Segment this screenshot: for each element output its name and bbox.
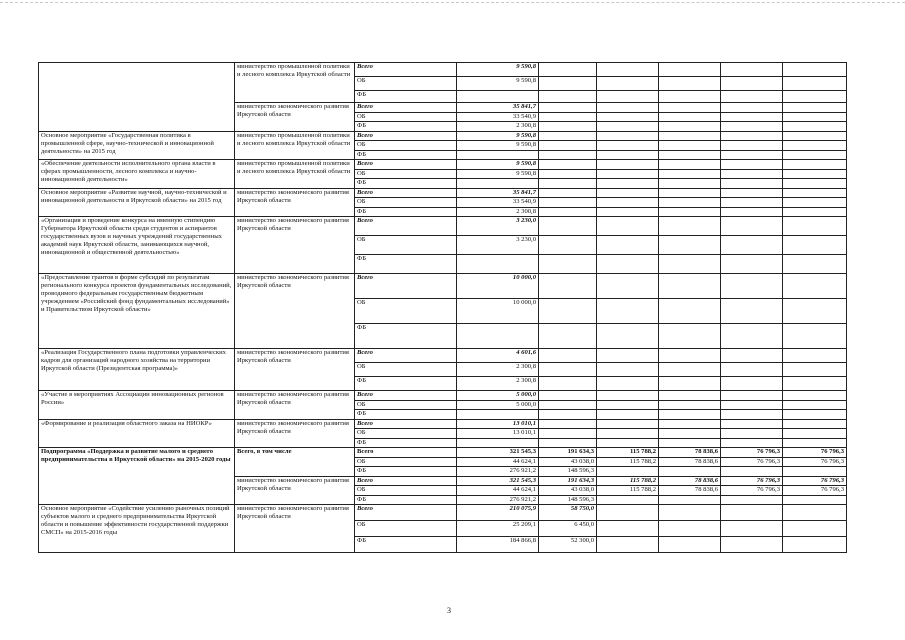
event-cell: Основное мероприятие «Содействие усилению рыночных позиций субъектов малого и среднего предпринимательства Иркутской области и повышение эффективности государственной поддержки СМСП» на 2015-2016 годы bbox=[39, 505, 235, 553]
value-cell: 115 788,2 bbox=[597, 486, 659, 496]
source-label: Всего bbox=[355, 476, 457, 486]
value-cell: 9 590,8 bbox=[457, 160, 539, 170]
value-cell: 33 540,9 bbox=[457, 198, 539, 208]
value-cell: 78 838,6 bbox=[659, 486, 721, 496]
value-cell: 35 841,7 bbox=[457, 103, 539, 113]
value-cell: 191 634,3 bbox=[539, 476, 597, 486]
source-label: ОБ bbox=[355, 486, 457, 496]
source-label: Всего bbox=[355, 448, 457, 458]
value-cell: 78 838,6 bbox=[659, 448, 721, 458]
event-cell: «Участие в мероприятиях Ассоциации инновационных регионов России» bbox=[39, 391, 235, 420]
value-cell: 43 038,0 bbox=[539, 457, 597, 467]
value-cell: 6 450,0 bbox=[539, 521, 597, 537]
table-row bbox=[39, 131, 847, 141]
page-number: 3 bbox=[447, 606, 451, 615]
value-cell: 76 796,3 bbox=[721, 448, 783, 458]
source-label: Всего bbox=[355, 274, 457, 299]
top-dashed-line bbox=[0, 2, 905, 3]
source-label: Всего bbox=[355, 391, 457, 401]
source-label: ФБ bbox=[355, 467, 457, 477]
table-row bbox=[39, 63, 847, 77]
value-cell: 25 209,1 bbox=[457, 521, 539, 537]
value-cell: 33 540,9 bbox=[457, 112, 539, 122]
value-cell: 276 921,2 bbox=[457, 467, 539, 477]
value-cell: 115 788,2 bbox=[597, 476, 659, 486]
value-cell: 9 590,8 bbox=[457, 77, 539, 91]
value-cell: 35 841,7 bbox=[457, 188, 539, 198]
source-label: ФБ bbox=[355, 438, 457, 448]
value-cell: 13 010,1 bbox=[457, 429, 539, 439]
source-label: ОБ bbox=[355, 236, 457, 255]
event-cell: «Реализация Государственного плана подготовки управленческих кадров для организаций народного хозяйства на территории Иркутской области (Президентская программа)» bbox=[39, 349, 235, 391]
event-cell: «Формирование и реализация областного заказа на НИОКР» bbox=[39, 419, 235, 448]
value-cell: 2 300,8 bbox=[457, 363, 539, 377]
source-label: ФБ bbox=[355, 150, 457, 160]
value-cell: 191 634,3 bbox=[539, 448, 597, 458]
source-label: ОБ bbox=[355, 363, 457, 377]
source-label: Всего bbox=[355, 103, 457, 113]
source-label: ОБ bbox=[355, 77, 457, 91]
value-cell: 4 601,6 bbox=[457, 349, 539, 363]
executor-cell: министерство экономического развития Иркутской области bbox=[235, 505, 355, 553]
executor-cell: министерство промышленной политики и лесного комплекса Иркутской области bbox=[235, 63, 355, 103]
event-cell: «Организация и проведение конкурса на именную стипендию Губернатора Иркутской области среди студентов и аспирантов государственных вузов и научных учреждений государственных академий наук Иркутской области, занимающихся научной, инновационной и общественной деятельностью» bbox=[39, 217, 235, 274]
value-cell: 2 300,8 bbox=[457, 377, 539, 391]
source-label: ОБ bbox=[355, 169, 457, 179]
event-cell bbox=[39, 63, 235, 132]
value-cell: 76 796,3 bbox=[783, 476, 847, 486]
value-cell: 76 796,3 bbox=[721, 457, 783, 467]
source-label: Всего bbox=[355, 217, 457, 236]
source-label: ОБ bbox=[355, 457, 457, 467]
source-label: Всего bbox=[355, 63, 457, 77]
table-row bbox=[39, 419, 847, 429]
value-cell: 9 590,8 bbox=[457, 141, 539, 151]
table-row bbox=[39, 160, 847, 170]
value-cell: 10 000,0 bbox=[457, 299, 539, 324]
value-cell: 52 300,0 bbox=[539, 537, 597, 553]
source-label: ОБ bbox=[355, 198, 457, 208]
source-label: Всего bbox=[355, 419, 457, 429]
executor-cell: министерство экономического развития Иркутской области bbox=[235, 476, 355, 505]
value-cell: 321 545,3 bbox=[457, 448, 539, 458]
event-cell: Основное мероприятие «Развитие научной, научно-технической и инновационной деятельности в Иркутской области» на 2015 год bbox=[39, 188, 235, 217]
value-cell: 9 590,8 bbox=[457, 63, 539, 77]
value-cell: 5 000,0 bbox=[457, 391, 539, 401]
value-cell: 2 300,8 bbox=[457, 122, 539, 132]
source-label: ФБ bbox=[355, 377, 457, 391]
executor-cell: министерство экономического развития Иркутской области bbox=[235, 217, 355, 274]
table-row bbox=[39, 505, 847, 521]
source-label: Всего bbox=[355, 131, 457, 141]
table-row bbox=[39, 274, 847, 299]
value-cell: 276 921,2 bbox=[457, 495, 539, 505]
value-cell: 10 000,0 bbox=[457, 274, 539, 299]
source-label: Всего bbox=[355, 505, 457, 521]
budget-table bbox=[38, 62, 847, 553]
value-cell: 210 075,9 bbox=[457, 505, 539, 521]
value-cell: 5 000,0 bbox=[457, 400, 539, 410]
source-label: ФБ bbox=[355, 122, 457, 132]
executor-cell: министерство экономического развития Иркутской области bbox=[235, 188, 355, 217]
table-row bbox=[39, 448, 847, 458]
source-label: ФБ bbox=[355, 179, 457, 189]
executor-cell: министерство промышленной политики и лесного комплекса Иркутской области bbox=[235, 131, 355, 160]
executor-cell: министерство экономического развития Иркутской области bbox=[235, 391, 355, 420]
value-cell: 3 230,0 bbox=[457, 236, 539, 255]
value-cell: 76 796,3 bbox=[783, 457, 847, 467]
source-label: ФБ bbox=[355, 537, 457, 553]
executor-cell: Всего, в том числе bbox=[235, 448, 355, 477]
executor-cell: министерство экономического развития Иркутской области bbox=[235, 419, 355, 448]
value-cell: 76 796,3 bbox=[721, 486, 783, 496]
value-cell: 44 624,1 bbox=[457, 486, 539, 496]
source-label: ФБ bbox=[355, 255, 457, 274]
executor-cell: министерство экономического развития Иркутской области bbox=[235, 349, 355, 391]
value-cell: 148 596,3 bbox=[539, 467, 597, 477]
source-label: ФБ bbox=[355, 207, 457, 217]
executor-cell: министерство промышленной политики и лесного комплекса Иркутской области bbox=[235, 160, 355, 189]
source-label: ОБ bbox=[355, 400, 457, 410]
executor-cell: министерство экономического развития Иркутской области bbox=[235, 103, 355, 132]
value-cell: 3 230,0 bbox=[457, 217, 539, 236]
value-cell: 76 796,3 bbox=[783, 486, 847, 496]
value-cell: 76 796,3 bbox=[721, 476, 783, 486]
value-cell: 78 838,6 bbox=[659, 476, 721, 486]
source-label: ОБ bbox=[355, 521, 457, 537]
source-label: ОБ bbox=[355, 141, 457, 151]
value-cell: 321 545,3 bbox=[457, 476, 539, 486]
source-label: Всего bbox=[355, 349, 457, 363]
source-label: ОБ bbox=[355, 112, 457, 122]
value-cell: 44 624,1 bbox=[457, 457, 539, 467]
source-label: ФБ bbox=[355, 410, 457, 420]
source-label: Всего bbox=[355, 160, 457, 170]
value-cell: 115 788,2 bbox=[597, 457, 659, 467]
table-row bbox=[39, 188, 847, 198]
value-cell: 78 838,6 bbox=[659, 457, 721, 467]
executor-cell: министерство экономического развития Иркутской области bbox=[235, 274, 355, 349]
table-row bbox=[39, 391, 847, 401]
value-cell: 184 866,8 bbox=[457, 537, 539, 553]
source-label: Всего bbox=[355, 188, 457, 198]
event-cell: «Обеспечение деятельности исполнительного органа власти в сферах промышленности, лесного комплекса и научно-инновационной деятельности» bbox=[39, 160, 235, 189]
value-cell: 43 038,0 bbox=[539, 486, 597, 496]
source-label: ФБ bbox=[355, 324, 457, 349]
table-row bbox=[39, 349, 847, 363]
event-cell: «Предоставление грантов в форме субсидий по результатам регионального конкурса проектов фундаментальных исследований, проводимого федеральным государственным бюджетным учреждением «Российский фонд фундаментальных исследований» и Правительством Иркутской области» bbox=[39, 274, 235, 349]
event-cell: Подпрограмма «Поддержка и развитие малого и среднего предпринимательства в Иркутской области» на 2015-2020 годы bbox=[39, 448, 235, 505]
value-cell: 58 750,0 bbox=[539, 505, 597, 521]
value-cell: 148 596,3 bbox=[539, 495, 597, 505]
source-label: ФБ bbox=[355, 91, 457, 103]
value-cell: 9 590,8 bbox=[457, 169, 539, 179]
value-cell: 115 788,2 bbox=[597, 448, 659, 458]
table-row bbox=[39, 217, 847, 236]
value-cell: 76 796,3 bbox=[783, 448, 847, 458]
source-label: ФБ bbox=[355, 495, 457, 505]
source-label: ОБ bbox=[355, 299, 457, 324]
value-cell: 2 300,8 bbox=[457, 207, 539, 217]
value-cell: 13 010,1 bbox=[457, 419, 539, 429]
event-cell: Основное мероприятие «Государственная политика в промышленной сфере, научно-технической и инновационной деятельности» на 2015 год bbox=[39, 131, 235, 160]
source-label: ОБ bbox=[355, 429, 457, 439]
value-cell: 9 590,8 bbox=[457, 131, 539, 141]
